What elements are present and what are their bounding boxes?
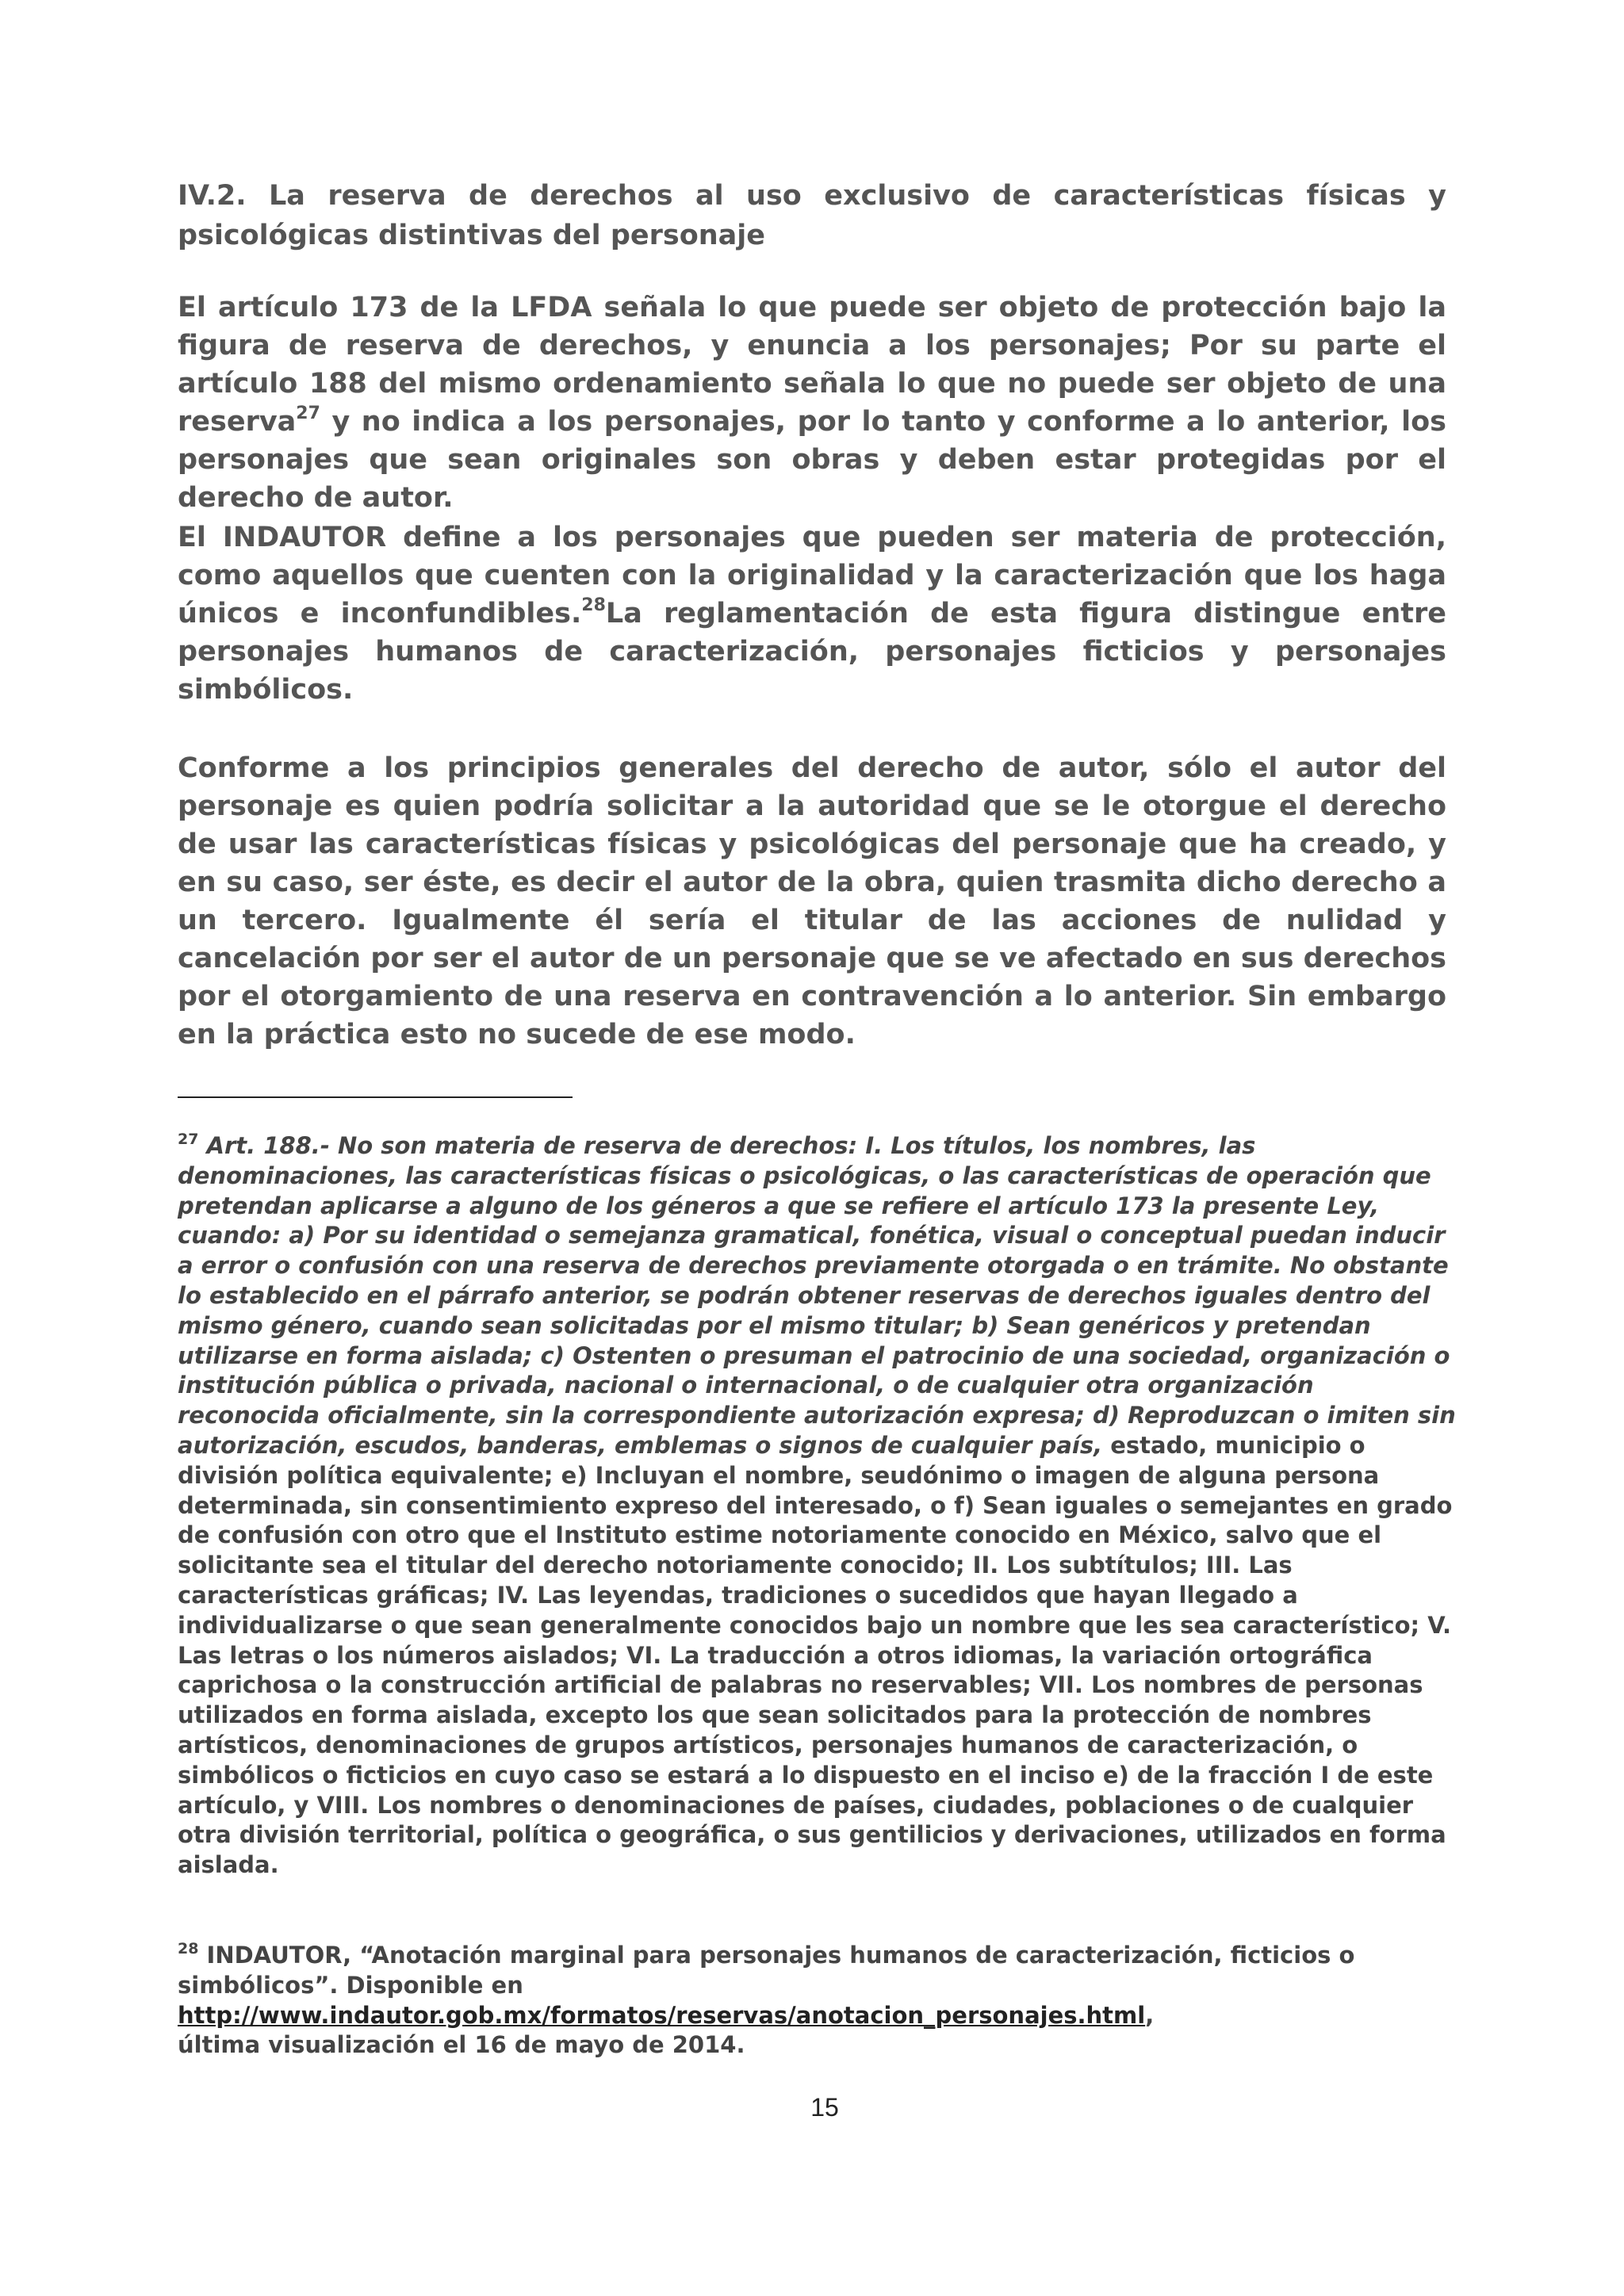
paragraph-text: El INDAUTOR define a los personajes que pueden ser materia de protección, como aquellos que cuenten con la originalidad y la caracterización que los haga únicos e inconfundibles. [178, 522, 1446, 629]
source-link[interactable]: http://www.indautor.gob.mx/formatos/reservas/anotacion_personajes.html [178, 2001, 1146, 2029]
footnote-number: 27 [178, 1131, 199, 1148]
footnote-number: 28 [178, 1940, 199, 1957]
footnote-italic-text: Art. 188.- No son materia de reserva de derechos: I. Los títulos, los nombres, las denominaciones, las características físicas o psicológicas, o las características de operación que pretendan aplicarse a alguno de los géneros a que se refiere el artículo 173 la presente Ley, cuando: a) Por su identidad o semejanza gramatical, fonética, visual o conceptual puedan inducir a error o confusión con una reserva de derechos previamente otorgada o en trámite. No obstante lo establecido en el párrafo anterior, se podrán obtener reservas de derechos iguales dentro del mismo género, cuando sean solicitadas por el mismo titular; b) Sean genéricos y pretendan utilizarse en forma aislada; c) Ostenten o presuman el patrocinio de una sociedad, organización o institución pública o privada, nacional o internacional, o de cualquier otra organización reconocida oficialmente, sin la correspondiente autorización expresa; d) Reproduzcan o imiten sin autorización, escudos, banderas, emblemas o signos de cualquier país, [178, 1132, 1456, 1459]
footnote-28: $^{28}$ INDAUTOR, “Anotación marginal para personajes humanos de caracterización, ficticios o simbólicos”. Disponible en http://www.indautor.gob.mx/formatos/reservas/anotacion_personajes.html, última visualización el 16 de mayo de 2014. [178, 1940, 1355, 2059]
section-heading: IV.2. La reserva de derechos al uso exclusivo de características físicas y psicológicas distintivas del personaje [178, 180, 1446, 251]
body-paragraph-3: Conforme a los principios generales del derecho de autor, sólo el autor del personaje es quien podría solicitar a la autoridad que se le otorgue el derecho de usar las características físicas y psicológicas del personaje que ha creado, y en su caso, ser éste, es decir el autor de la obra, quien trasmita dicho derecho a un tercero. Igualmente él sería el titular de las acciones de nulidad y cancelación por ser el autor de un personaje que se ve afectado en sus derechos por el otorgamiento de una reserva en contravención a lo anterior. Sin embargo en la práctica esto no sucede de ese modo. [178, 752, 1446, 1050]
footnote-text: INDAUTOR, “Anotación marginal para personajes humanos de caracterización, ficticios o simbólicos”. Disponible en [178, 1942, 1355, 1999]
footnote-separator [178, 1096, 573, 1098]
footnote-ref-28[interactable]: 28 [581, 595, 606, 615]
paragraph-text: y no indica a los personajes, por lo tanto y conforme a lo anterior, los personajes que sean originales son obras y deben estar protegidas por el derecho de autor. [178, 406, 1446, 514]
footnote-ref-27[interactable]: 27 [296, 404, 320, 423]
footnote-27 [178, 1131, 1462, 1881]
footnote-text: estado, municipio o división política equivalente; e) Incluyan el nombre, seudónimo o imagen de alguna persona determinada, sin consentimiento expreso del interesado, o f) Sean iguales o semejantes en grado de confusión con otro que el Instituto estime notoriamente conocido en México, salvo que el solicitante sea el titular del derecho notoriamente conocido; II. Los subtítulos; III. Las características gráficas; IV. Las leyendas, tradiciones o sucedidos que hayan llegado a individualizarse o que sean generalmente conocidos bajo un nombre que les sea característico; V. Las letras o los números aislados; VI. La traducción a otros idiomas, la variación ortográfica caprichosa o la construcción artificial de palabras no reservables; VII. Los nombres de personas utilizados en forma aislada, excepto los que sean solicitados para la protección de nombres artísticos, denominaciones de grupos artísticos, personajes humanos de caracterización, o simbólicos o ficticios en cuyo caso se estará a lo dispuesto en el inciso e) de la fracción I de este artículo, y VIII. Los nombres o denominaciones de países, ciudades, poblaciones o de cualquier otra división territorial, política o geográfica, o sus gentilicios y derivaciones, utilizados en forma aislada. [178, 1431, 1453, 1879]
paragraph-text: La reglamentación de esta figura distingue entre personajes humanos de caracterización, personajes ficticios y personajes simbólicos. [178, 598, 1446, 706]
access-date: última visualización el 16 de mayo de 2014. [178, 2031, 745, 2059]
paragraph-text: El artículo 173 de la LFDA señala lo que puede ser objeto de protección bajo la figura de reserva de derechos, y enuncia a los personajes; Por su parte el artículo 188 del mismo ordenamiento señala lo que no puede ser objeto de una reserva [178, 292, 1446, 438]
page-number: 15 [810, 2093, 839, 2122]
body-paragraph-1 [178, 289, 1446, 517]
body-paragraph-2 [178, 519, 1446, 709]
